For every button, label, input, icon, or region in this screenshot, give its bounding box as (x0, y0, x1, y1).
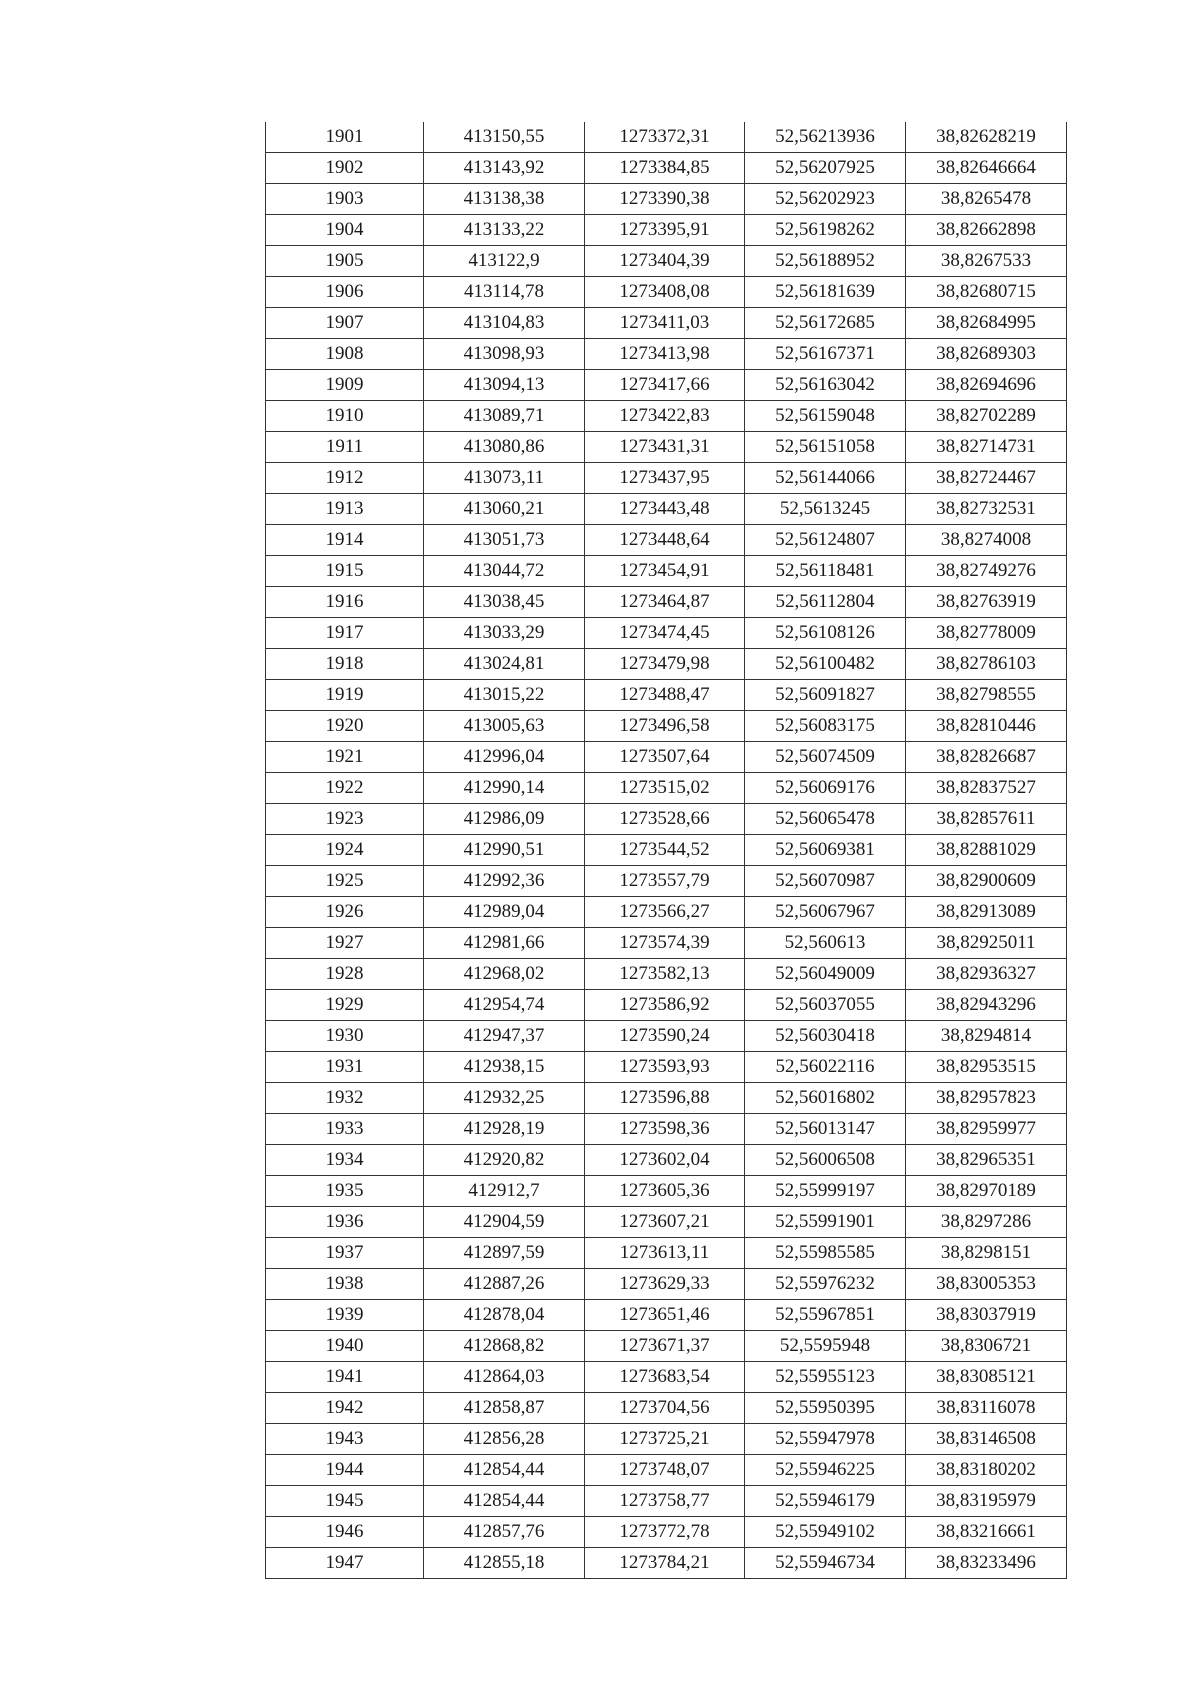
latitude-cell: 52,56124807 (745, 525, 906, 556)
x-coordinate-cell: 412932,25 (424, 1083, 585, 1114)
latitude-cell: 52,56118481 (745, 556, 906, 587)
latitude-cell: 52,56069176 (745, 773, 906, 804)
longitude-cell: 38,83216661 (906, 1517, 1067, 1548)
point-number-cell: 1904 (266, 215, 424, 246)
y-coordinate-cell: 1273448,64 (585, 525, 745, 556)
y-coordinate-cell: 1273586,92 (585, 990, 745, 1021)
x-coordinate-cell: 412992,36 (424, 866, 585, 897)
y-coordinate-cell: 1273671,37 (585, 1331, 745, 1362)
table-row (266, 556, 1067, 587)
x-coordinate-cell: 412912,7 (424, 1176, 585, 1207)
x-coordinate-cell: 413138,38 (424, 184, 585, 215)
y-coordinate-cell: 1273422,83 (585, 401, 745, 432)
x-coordinate-cell: 412938,15 (424, 1052, 585, 1083)
longitude-cell: 38,8265478 (906, 184, 1067, 215)
x-coordinate-cell: 413114,78 (424, 277, 585, 308)
x-coordinate-cell: 412858,87 (424, 1393, 585, 1424)
table-row (266, 773, 1067, 804)
y-coordinate-cell: 1273772,78 (585, 1517, 745, 1548)
x-coordinate-cell: 413060,21 (424, 494, 585, 525)
y-coordinate-cell: 1273758,77 (585, 1486, 745, 1517)
x-coordinate-cell: 412990,51 (424, 835, 585, 866)
latitude-cell: 52,56067967 (745, 897, 906, 928)
x-coordinate-cell: 412968,02 (424, 959, 585, 990)
y-coordinate-cell: 1273528,66 (585, 804, 745, 835)
table-row (266, 959, 1067, 990)
table-row (266, 711, 1067, 742)
point-number-cell: 1911 (266, 432, 424, 463)
longitude-cell: 38,8267533 (906, 246, 1067, 277)
table-row (266, 463, 1067, 494)
table-row (266, 1145, 1067, 1176)
point-number-cell: 1912 (266, 463, 424, 494)
point-number-cell: 1941 (266, 1362, 424, 1393)
latitude-cell: 52,55946734 (745, 1548, 906, 1579)
longitude-cell: 38,82684995 (906, 308, 1067, 339)
table-row (266, 618, 1067, 649)
y-coordinate-cell: 1273593,93 (585, 1052, 745, 1083)
longitude-cell: 38,83116078 (906, 1393, 1067, 1424)
coordinate-table-body (266, 122, 1067, 1579)
latitude-cell: 52,55976232 (745, 1269, 906, 1300)
point-number-cell: 1939 (266, 1300, 424, 1331)
x-coordinate-cell: 413051,73 (424, 525, 585, 556)
table-row (266, 990, 1067, 1021)
latitude-cell: 52,56037055 (745, 990, 906, 1021)
longitude-cell: 38,82913089 (906, 897, 1067, 928)
point-number-cell: 1902 (266, 153, 424, 184)
y-coordinate-cell: 1273431,31 (585, 432, 745, 463)
y-coordinate-cell: 1273372,31 (585, 122, 745, 153)
y-coordinate-cell: 1273454,91 (585, 556, 745, 587)
longitude-cell: 38,8306721 (906, 1331, 1067, 1362)
x-coordinate-cell: 412868,82 (424, 1331, 585, 1362)
x-coordinate-cell: 413024,81 (424, 649, 585, 680)
point-number-cell: 1947 (266, 1548, 424, 1579)
longitude-cell: 38,82957823 (906, 1083, 1067, 1114)
x-coordinate-cell: 412864,03 (424, 1362, 585, 1393)
table-row (266, 649, 1067, 680)
point-number-cell: 1917 (266, 618, 424, 649)
y-coordinate-cell: 1273384,85 (585, 153, 745, 184)
point-number-cell: 1946 (266, 1517, 424, 1548)
x-coordinate-cell: 412854,44 (424, 1455, 585, 1486)
x-coordinate-cell: 413143,92 (424, 153, 585, 184)
latitude-cell: 52,55985585 (745, 1238, 906, 1269)
table-row (266, 1021, 1067, 1052)
latitude-cell: 52,55991901 (745, 1207, 906, 1238)
table-row (266, 1207, 1067, 1238)
latitude-cell: 52,55967851 (745, 1300, 906, 1331)
table-row (266, 308, 1067, 339)
x-coordinate-cell: 412920,82 (424, 1145, 585, 1176)
point-number-cell: 1915 (266, 556, 424, 587)
latitude-cell: 52,55946179 (745, 1486, 906, 1517)
longitude-cell: 38,8297286 (906, 1207, 1067, 1238)
x-coordinate-cell: 413038,45 (424, 587, 585, 618)
point-number-cell: 1901 (266, 122, 424, 153)
y-coordinate-cell: 1273496,58 (585, 711, 745, 742)
table-row (266, 1548, 1067, 1579)
table-row (266, 339, 1067, 370)
latitude-cell: 52,56188952 (745, 246, 906, 277)
table-row (266, 742, 1067, 773)
x-coordinate-cell: 412897,59 (424, 1238, 585, 1269)
y-coordinate-cell: 1273613,11 (585, 1238, 745, 1269)
y-coordinate-cell: 1273515,02 (585, 773, 745, 804)
latitude-cell: 52,56151058 (745, 432, 906, 463)
longitude-cell: 38,82694696 (906, 370, 1067, 401)
longitude-cell: 38,82732531 (906, 494, 1067, 525)
table-row (266, 680, 1067, 711)
table-row (266, 1424, 1067, 1455)
latitude-cell: 52,55999197 (745, 1176, 906, 1207)
point-number-cell: 1933 (266, 1114, 424, 1145)
y-coordinate-cell: 1273507,64 (585, 742, 745, 773)
table-row (266, 1331, 1067, 1362)
latitude-cell: 52,56207925 (745, 153, 906, 184)
table-row (266, 1393, 1067, 1424)
latitude-cell: 52,56112804 (745, 587, 906, 618)
x-coordinate-cell: 413150,55 (424, 122, 585, 153)
y-coordinate-cell: 1273607,21 (585, 1207, 745, 1238)
table-row (266, 401, 1067, 432)
latitude-cell: 52,56181639 (745, 277, 906, 308)
point-number-cell: 1916 (266, 587, 424, 618)
latitude-cell: 52,56108126 (745, 618, 906, 649)
point-number-cell: 1922 (266, 773, 424, 804)
point-number-cell: 1918 (266, 649, 424, 680)
latitude-cell: 52,56163042 (745, 370, 906, 401)
x-coordinate-cell: 413015,22 (424, 680, 585, 711)
x-coordinate-cell: 412856,28 (424, 1424, 585, 1455)
table-row (266, 587, 1067, 618)
y-coordinate-cell: 1273479,98 (585, 649, 745, 680)
longitude-cell: 38,8274008 (906, 525, 1067, 556)
longitude-cell: 38,82970189 (906, 1176, 1067, 1207)
x-coordinate-cell: 412981,66 (424, 928, 585, 959)
point-number-cell: 1935 (266, 1176, 424, 1207)
table-row (266, 153, 1067, 184)
point-number-cell: 1925 (266, 866, 424, 897)
latitude-cell: 52,56091827 (745, 680, 906, 711)
y-coordinate-cell: 1273544,52 (585, 835, 745, 866)
longitude-cell: 38,82778009 (906, 618, 1067, 649)
point-number-cell: 1931 (266, 1052, 424, 1083)
x-coordinate-cell: 412857,76 (424, 1517, 585, 1548)
table-row (266, 835, 1067, 866)
point-number-cell: 1914 (266, 525, 424, 556)
latitude-cell: 52,56069381 (745, 835, 906, 866)
table-row (266, 1517, 1067, 1548)
table-row (266, 1362, 1067, 1393)
longitude-cell: 38,82680715 (906, 277, 1067, 308)
latitude-cell: 52,56159048 (745, 401, 906, 432)
y-coordinate-cell: 1273464,87 (585, 587, 745, 618)
longitude-cell: 38,82837527 (906, 773, 1067, 804)
table-row (266, 1238, 1067, 1269)
point-number-cell: 1909 (266, 370, 424, 401)
longitude-cell: 38,82689303 (906, 339, 1067, 370)
y-coordinate-cell: 1273704,56 (585, 1393, 745, 1424)
x-coordinate-cell: 412928,19 (424, 1114, 585, 1145)
x-coordinate-cell: 412990,14 (424, 773, 585, 804)
x-coordinate-cell: 413133,22 (424, 215, 585, 246)
y-coordinate-cell: 1273557,79 (585, 866, 745, 897)
latitude-cell: 52,56013147 (745, 1114, 906, 1145)
table-row (266, 184, 1067, 215)
point-number-cell: 1944 (266, 1455, 424, 1486)
longitude-cell: 38,8298151 (906, 1238, 1067, 1269)
table-row (266, 246, 1067, 277)
table-row (266, 804, 1067, 835)
point-number-cell: 1928 (266, 959, 424, 990)
longitude-cell: 38,82936327 (906, 959, 1067, 990)
y-coordinate-cell: 1273404,39 (585, 246, 745, 277)
table-row (266, 525, 1067, 556)
x-coordinate-cell: 413089,71 (424, 401, 585, 432)
table-row (266, 928, 1067, 959)
latitude-cell: 52,55949102 (745, 1517, 906, 1548)
point-number-cell: 1907 (266, 308, 424, 339)
longitude-cell: 38,82857611 (906, 804, 1067, 835)
longitude-cell: 38,83005353 (906, 1269, 1067, 1300)
y-coordinate-cell: 1273443,48 (585, 494, 745, 525)
table-row (266, 1083, 1067, 1114)
y-coordinate-cell: 1273390,38 (585, 184, 745, 215)
longitude-cell: 38,83037919 (906, 1300, 1067, 1331)
latitude-cell: 52,56065478 (745, 804, 906, 835)
point-number-cell: 1940 (266, 1331, 424, 1362)
table-row (266, 122, 1067, 153)
latitude-cell: 52,56016802 (745, 1083, 906, 1114)
point-number-cell: 1930 (266, 1021, 424, 1052)
point-number-cell: 1905 (266, 246, 424, 277)
y-coordinate-cell: 1273596,88 (585, 1083, 745, 1114)
x-coordinate-cell: 412986,09 (424, 804, 585, 835)
x-coordinate-cell: 413005,63 (424, 711, 585, 742)
longitude-cell: 38,82881029 (906, 835, 1067, 866)
point-number-cell: 1926 (266, 897, 424, 928)
longitude-cell: 38,82900609 (906, 866, 1067, 897)
y-coordinate-cell: 1273748,07 (585, 1455, 745, 1486)
y-coordinate-cell: 1273566,27 (585, 897, 745, 928)
coordinate-table (265, 122, 1067, 1579)
point-number-cell: 1942 (266, 1393, 424, 1424)
longitude-cell: 38,82714731 (906, 432, 1067, 463)
x-coordinate-cell: 413122,9 (424, 246, 585, 277)
x-coordinate-cell: 413033,29 (424, 618, 585, 649)
x-coordinate-cell: 412989,04 (424, 897, 585, 928)
x-coordinate-cell: 413094,13 (424, 370, 585, 401)
longitude-cell: 38,82662898 (906, 215, 1067, 246)
y-coordinate-cell: 1273784,21 (585, 1548, 745, 1579)
point-number-cell: 1936 (266, 1207, 424, 1238)
point-number-cell: 1903 (266, 184, 424, 215)
latitude-cell: 52,56083175 (745, 711, 906, 742)
y-coordinate-cell: 1273417,66 (585, 370, 745, 401)
y-coordinate-cell: 1273605,36 (585, 1176, 745, 1207)
table-row (266, 1455, 1067, 1486)
table-row (266, 1300, 1067, 1331)
longitude-cell: 38,82749276 (906, 556, 1067, 587)
x-coordinate-cell: 412854,44 (424, 1486, 585, 1517)
y-coordinate-cell: 1273651,46 (585, 1300, 745, 1331)
point-number-cell: 1919 (266, 680, 424, 711)
x-coordinate-cell: 412904,59 (424, 1207, 585, 1238)
longitude-cell: 38,82628219 (906, 122, 1067, 153)
latitude-cell: 52,56049009 (745, 959, 906, 990)
point-number-cell: 1927 (266, 928, 424, 959)
x-coordinate-cell: 413080,86 (424, 432, 585, 463)
point-number-cell: 1945 (266, 1486, 424, 1517)
x-coordinate-cell: 412996,04 (424, 742, 585, 773)
x-coordinate-cell: 413044,72 (424, 556, 585, 587)
point-number-cell: 1906 (266, 277, 424, 308)
latitude-cell: 52,56074509 (745, 742, 906, 773)
y-coordinate-cell: 1273574,39 (585, 928, 745, 959)
table-row (266, 1114, 1067, 1145)
longitude-cell: 38,82943296 (906, 990, 1067, 1021)
latitude-cell: 52,56202923 (745, 184, 906, 215)
point-number-cell: 1921 (266, 742, 424, 773)
table-row (266, 897, 1067, 928)
latitude-cell: 52,55947978 (745, 1424, 906, 1455)
table-row (266, 215, 1067, 246)
latitude-cell: 52,56100482 (745, 649, 906, 680)
y-coordinate-cell: 1273411,03 (585, 308, 745, 339)
longitude-cell: 38,82798555 (906, 680, 1067, 711)
y-coordinate-cell: 1273474,45 (585, 618, 745, 649)
latitude-cell: 52,56172685 (745, 308, 906, 339)
x-coordinate-cell: 412947,37 (424, 1021, 585, 1052)
x-coordinate-cell: 412954,74 (424, 990, 585, 1021)
x-coordinate-cell: 412887,26 (424, 1269, 585, 1300)
latitude-cell: 52,56213936 (745, 122, 906, 153)
y-coordinate-cell: 1273629,33 (585, 1269, 745, 1300)
latitude-cell: 52,56070987 (745, 866, 906, 897)
y-coordinate-cell: 1273602,04 (585, 1145, 745, 1176)
longitude-cell: 38,82953515 (906, 1052, 1067, 1083)
latitude-cell: 52,55946225 (745, 1455, 906, 1486)
latitude-cell: 52,56006508 (745, 1145, 906, 1176)
x-coordinate-cell: 413098,93 (424, 339, 585, 370)
longitude-cell: 38,82763919 (906, 587, 1067, 618)
longitude-cell: 38,82646664 (906, 153, 1067, 184)
longitude-cell: 38,82786103 (906, 649, 1067, 680)
point-number-cell: 1929 (266, 990, 424, 1021)
y-coordinate-cell: 1273413,98 (585, 339, 745, 370)
latitude-cell: 52,560613 (745, 928, 906, 959)
y-coordinate-cell: 1273582,13 (585, 959, 745, 990)
y-coordinate-cell: 1273488,47 (585, 680, 745, 711)
x-coordinate-cell: 413104,83 (424, 308, 585, 339)
point-number-cell: 1913 (266, 494, 424, 525)
longitude-cell: 38,82724467 (906, 463, 1067, 494)
y-coordinate-cell: 1273598,36 (585, 1114, 745, 1145)
point-number-cell: 1932 (266, 1083, 424, 1114)
table-row (266, 370, 1067, 401)
latitude-cell: 52,56198262 (745, 215, 906, 246)
longitude-cell: 38,83180202 (906, 1455, 1067, 1486)
table-row (266, 1269, 1067, 1300)
longitude-cell: 38,82826687 (906, 742, 1067, 773)
latitude-cell: 52,55955123 (745, 1362, 906, 1393)
latitude-cell: 52,56167371 (745, 339, 906, 370)
table-row (266, 494, 1067, 525)
latitude-cell: 52,55950395 (745, 1393, 906, 1424)
table-row (266, 866, 1067, 897)
table-row (266, 1176, 1067, 1207)
y-coordinate-cell: 1273683,54 (585, 1362, 745, 1393)
longitude-cell: 38,83085121 (906, 1362, 1067, 1393)
table-row (266, 1486, 1067, 1517)
longitude-cell: 38,83195979 (906, 1486, 1067, 1517)
latitude-cell: 52,56022116 (745, 1052, 906, 1083)
y-coordinate-cell: 1273408,08 (585, 277, 745, 308)
table-row (266, 1052, 1067, 1083)
latitude-cell: 52,5613245 (745, 494, 906, 525)
longitude-cell: 38,83146508 (906, 1424, 1067, 1455)
x-coordinate-cell: 413073,11 (424, 463, 585, 494)
point-number-cell: 1908 (266, 339, 424, 370)
y-coordinate-cell: 1273590,24 (585, 1021, 745, 1052)
latitude-cell: 52,56144066 (745, 463, 906, 494)
x-coordinate-cell: 412855,18 (424, 1548, 585, 1579)
longitude-cell: 38,83233496 (906, 1548, 1067, 1579)
longitude-cell: 38,82810446 (906, 711, 1067, 742)
point-number-cell: 1943 (266, 1424, 424, 1455)
longitude-cell: 38,82925011 (906, 928, 1067, 959)
point-number-cell: 1924 (266, 835, 424, 866)
longitude-cell: 38,82965351 (906, 1145, 1067, 1176)
y-coordinate-cell: 1273437,95 (585, 463, 745, 494)
longitude-cell: 38,82702289 (906, 401, 1067, 432)
y-coordinate-cell: 1273395,91 (585, 215, 745, 246)
point-number-cell: 1910 (266, 401, 424, 432)
longitude-cell: 38,82959977 (906, 1114, 1067, 1145)
point-number-cell: 1923 (266, 804, 424, 835)
x-coordinate-cell: 412878,04 (424, 1300, 585, 1331)
point-number-cell: 1938 (266, 1269, 424, 1300)
latitude-cell: 52,56030418 (745, 1021, 906, 1052)
longitude-cell: 38,8294814 (906, 1021, 1067, 1052)
latitude-cell: 52,5595948 (745, 1331, 906, 1362)
table-row (266, 432, 1067, 463)
point-number-cell: 1934 (266, 1145, 424, 1176)
y-coordinate-cell: 1273725,21 (585, 1424, 745, 1455)
point-number-cell: 1937 (266, 1238, 424, 1269)
point-number-cell: 1920 (266, 711, 424, 742)
table-row (266, 277, 1067, 308)
